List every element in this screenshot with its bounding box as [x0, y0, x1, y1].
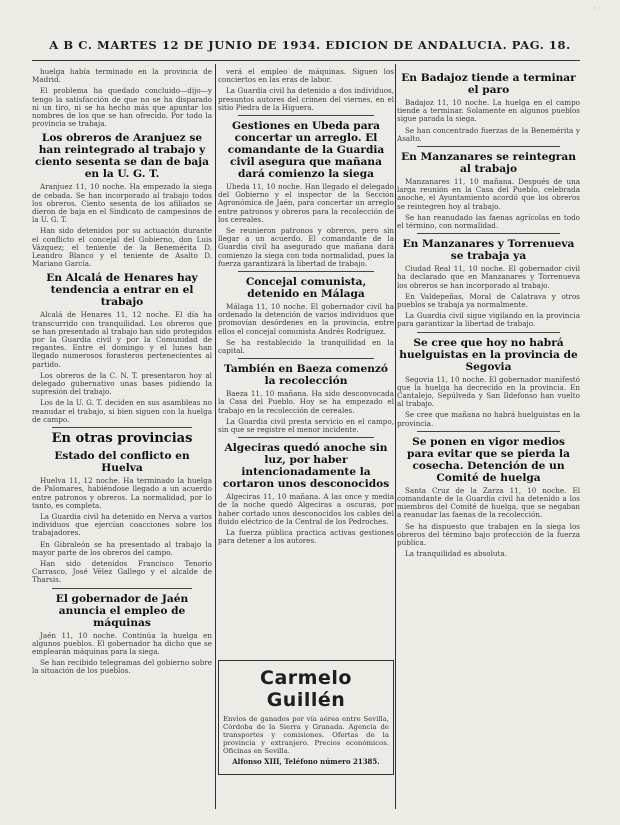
article-text: Algeciras 11, 10 mañana. A las once y media de la noche quedó Algeciras a oscuras, por haber cortado unos desconocidos los cables del fluido eléctrico de la Central de los Pedroches. [218, 492, 394, 526]
headline-manzanares: En Manzanares se reintegran al trabajo [401, 151, 576, 176]
article-text: Los de la U. G. T. deciden en sus asambleas no reanudar el trabajo, si bien siguen con la huelga de campo. [32, 398, 212, 424]
section-divider [238, 358, 374, 359]
column-left [32, 68, 212, 818]
article-text: Ciudad Real 11, 10 noche. El gobernador civil ha declarado que en Manzanares y Torrenueva los obreros se han incorporado al trabajo. [397, 264, 580, 290]
headline-torrenueva: En Manzanares y Torrenueva se trabaja ya [402, 238, 575, 263]
article-text: Han sido detenidos por su actuación durante el conflicto el concejal del Gobierno, don Luis Vázquez; el teniente de la Benemérita D. Leandro Blanco y el teniente de Asalto D. Mariano García. [32, 226, 212, 269]
article-text: Han sido detenidos Francisco Tenorio Carrasco, José Vélez Gallego y el alcalde de Tharsis. [32, 558, 212, 585]
article-text: Se han concentrado fuerzas de la Benemérita y Asalto. [397, 125, 580, 143]
headline-huelva: Estado del conflicto en Huelva [54, 450, 190, 475]
headline-badajoz: En Badajoz tiende a terminar el paro [401, 72, 576, 96]
article-text: Santa Cruz de la Zarza 11, 10 noche. El comandante de la Guardia civil ha detenido a los miembros del Comité de huelga, que se negaban a reanudar las faenas de la recolección. [397, 485, 580, 520]
article-text: Manzanares 11, 10 mañana. Después de una larga reunión en la Casa del Pueblo, celebrada anoche, el Ayuntamiento acordó que los obreros se reintegren hoy al trabajo. [397, 177, 580, 211]
article-text: Málaga 11, 10 noche. El gobernador civil ha ordenado la detención de varios individuos que promovían desórdenes en la provincia, entre ellos el concejal comunista Andrés Rodríguez. [218, 302, 394, 336]
column-middle [218, 68, 394, 653]
article-text: Se reunieron patronos y obreros, pero sin llegar a un acuerdo. El comandante de la Guardia civil ha asegurado que mañana dará comienzo la siega con toda normalidad, pues la fuerza garantizará la libertad de trabajo. [218, 226, 394, 268]
article-text: La Guardia civil sigue vigilando en la provincia para garantizar la libertad de trabajo. [397, 311, 580, 329]
headline-algeciras: Algeciras quedó anoche sin luz, por haber intencionadamente la cortaron unos desconocidos [222, 442, 390, 491]
advertiser-name: Carmelo Guillén [260, 667, 352, 711]
section-divider [52, 588, 192, 589]
headline-ubeda: Gestiones en Ubeda para concertar un arreglo. El comandante de la Guardia civil asegura que mañana dará comienzo la siega [227, 120, 385, 181]
section-divider [417, 332, 560, 333]
page-masthead: A B C. MARTES 12 DE JUNIO DE 1934. EDICION DE ANDALUCIA. PAG. 18. [49, 38, 571, 52]
article-text: La Guardia civil presta servicio en el campo, sin que se registre el menor incidente. [218, 416, 394, 435]
headline-cosecha: Se ponen en vigor medios para evitar que se pierda la cosecha. Detención de un Comité de huelga [407, 435, 570, 484]
advertisement-text: Envíos de ganados por vía aérea entre Sevilla, Córdoba de la Sierra y Granada. Agencia de transportes y comisiones. Ofertas de la provincia y extranjero. Precios económicos. Oficinas en Sevilla. [223, 715, 389, 755]
article-text: La tranquilidad es absoluta. [405, 549, 507, 559]
article-text: huelga había terminado en la provincia de Madrid. [32, 68, 212, 85]
corner-mark: · · · [593, 4, 606, 13]
section-divider [417, 431, 560, 432]
article-text: Huelva 11, 12 noche. Ha terminado la huelga de Palomares, habiéndose llegado a un acuerdo entre patronos y obreros. La normalidad, por lo tanto, es completa. [32, 476, 212, 510]
article-text: Se han reanudado las faenas agrícolas en todo el término, con normalidad. [397, 212, 580, 231]
article-text: La Guardia civil ha detenido a dos individuos, presuntos autores del crimen del viernes, en el sitio Piedra de la Higuera. [218, 86, 394, 112]
article-text: Alcalá de Henares 11, 12 noche. El día ha transcurrido con tranquilidad. Los obreros que se han presentado al trabajo han sido protegidos por la Guardia civil y por la Comunidad de regantes. Entre el domingo y el lunes han llegado numerosos forasteros pertenecientes al partido. [32, 310, 212, 369]
article-text: Baeza 11, 10 mañana. Ha sido desconvocada la Casa del Pueblo. Hoy se ha empezado el trabajo en la recolección de cereales. [218, 389, 394, 415]
section-title-otras-provincias: En otras provincias [51, 431, 193, 447]
headline-baeza: También en Baeza comenzó la recolección [223, 363, 388, 388]
article-text: En Gibraleón se ha presentado al trabajo la mayor parte de los obreros del campo. [32, 539, 212, 557]
section-divider [238, 271, 374, 272]
headline-malaga: Concejal comunista, detenido en Málaga [245, 276, 367, 301]
article-text: Ubeda 11, 10 noche. Han llegado el delegado del Gobierno y el inspector de la Sección Agronómica de Jaén, para concertar un arreglo entre patronos y obreros para la recolección de los cereales. [218, 182, 394, 224]
article-text: La fuerza pública practica activas gestiones para detener a los autores. [218, 528, 394, 546]
column-rule-2 [395, 64, 396, 809]
advertisement-phone: Alfonso XIII, Teléfono número 21385. [232, 757, 380, 766]
article-text: Se ha dispuesto que trabajen en la siega los obreros del término bajo protección de la fuerza pública. [397, 521, 580, 548]
headline-jaen: El gobernador de Jaén anuncia el empleo de máquinas [55, 592, 189, 629]
section-divider [417, 146, 560, 147]
article-text: El problema ha quedado concluido—dijo—y tengo la satisfacción de que no se ha disparado ni un tiro, ni se ha hecho más que apuntar los nombres de los que se han ofrecido. Por todo la provincia se trabaja. [32, 86, 212, 129]
article-text: Segovia 11, 10 noche. El gobernador manifestó que la huelga ha decrecido en la provincia. En Cantalejo, Sepúlveda y San Ildefonso han vuelto al trabajo. [397, 374, 580, 409]
section-divider [238, 437, 374, 438]
article-text: Aranjuez 11, 10 noche. Ha empezado la siega de cebada. Se han incorporado al trabajo todos los obreros. Ciento sesenta de los afiliados se dieron de baja en el Sindicato de campesinos de la U. G. T. [32, 182, 212, 225]
article-text: verá el empleo de máquinas. Siguen los conciertos en las eras de labor. [218, 68, 394, 85]
article-text: En Valdepeñas, Moral de Calatrava y otros pueblos se trabaja ya normalmente. [397, 291, 580, 310]
column-right [397, 68, 580, 818]
article-text: La Guardia civil ha detenido en Nerva a varios individuos que ejercían coacciones sobre los trabajadores. [32, 511, 212, 538]
article-text: Se han recibido telegramas del gobierno sobre la situación de los pueblos. [32, 658, 212, 676]
article-text: Jaén 11, 10 noche. Continúa la huelga en algunos pueblos. El gobernador ha dicho que se emplearán máquinas para la siega. [32, 630, 212, 656]
section-divider [417, 233, 560, 234]
section-divider [52, 427, 192, 428]
column-rule-1 [215, 64, 216, 809]
masthead-rule [32, 60, 580, 61]
article-text: Se ha restablecido la tranquilidad en la capital. [218, 337, 394, 356]
headline-aranjuez: Los obreros de Aranjuez se han reintegrado al trabajo y ciento sesenta se dan de baja en la U. G. T. [35, 132, 209, 181]
article-text: Se cree que mañana no habrá huelguistas en la provincia. [397, 410, 580, 428]
headline-segovia: Se cree que hoy no habrá huelguistas en la provincia de Segovia [399, 336, 578, 373]
headline-alcala: En Alcalá de Henares hay tendencia a entrar en el trabajo [46, 272, 198, 309]
article-text: Badajoz 11, 10 noche. La huelga en el campo tiende a terminar. Solamente en algunos pueblos sigue parada la siega. [397, 98, 580, 124]
advertisement-box [218, 660, 394, 775]
article-text: Los obreros de la C. N. T. presentaron hoy al delegado gubernativo unas bases pidiendo la supresión del trabajo. [32, 370, 212, 397]
section-divider [238, 115, 374, 116]
